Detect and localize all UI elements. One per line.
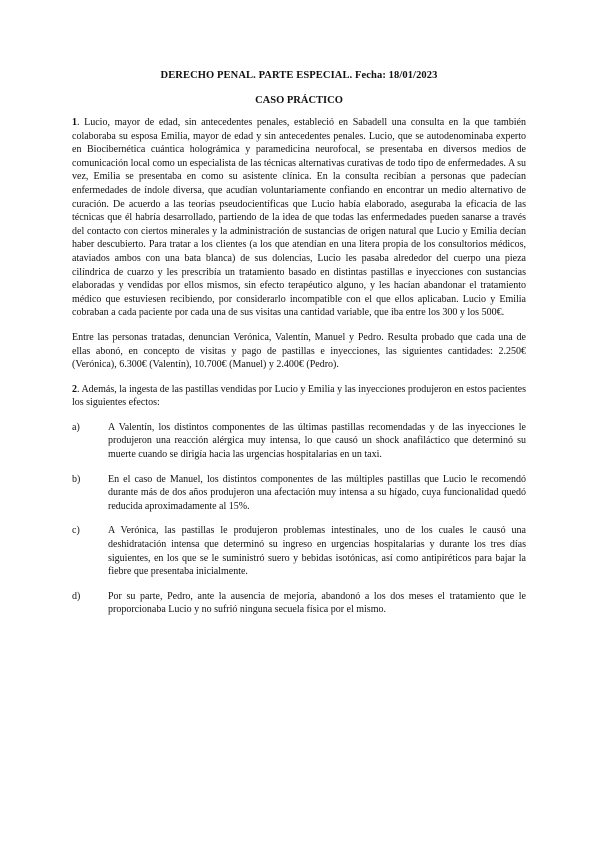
- section-2-paragraph: [72, 383, 526, 410]
- document-title: DERECHO PENAL. PARTE ESPECIAL. Fecha: 18/01/2023: [160, 70, 438, 81]
- list-item-d: [72, 590, 526, 617]
- list-item-text: A Verónica, las pastillas le produjeron problemas intestinales, uno de los cuales le causó una deshidratación intensa que determinó su ingreso en urgencias hospitalarias y durante los tres días siguientes, en los que se le suministró suero y bebidas isotónicas, así como antipiréticos para bajar la fiebre que presentaba inicialmente.: [108, 525, 526, 578]
- section-1-paragraph-2: Entre las personas tratadas, denuncian Verónica, Valentín, Manuel y Pedro. Resulta probado que cada una de ellas abonó, en concepto de visitas y pago de pastillas e inyecciones, las siguientes cantidades: 2.250€ (Verónica), 6.300€ (Valentín), 10.700€ (Manuel) y 2.400€ (Pedro).: [72, 331, 526, 371]
- section-1-paragraph: [72, 116, 526, 320]
- document-subtitle: CASO PRÁCTICO: [255, 95, 343, 106]
- list-item-text: En el caso de Manuel, los distintos componentes de las múltiples pastillas que Lucio le recomendó durante más de dos años produjeron una afectación muy intensa a su hígado, cuya funcionalidad quedó reducida aproximadamente al 15%.: [108, 473, 526, 512]
- list-item-label: a): [72, 421, 80, 433]
- section-1-text: . Lucio, mayor de edad, sin antecedentes penales, estableció en Sabadell una consulta en la que también colaboraba su esposa Emilia, mayor de edad y sin antecedentes penales. Lucio, que se autodenominaba experto en Biocibernética cuántica holográmica y paramedicina neurofocal, se presentaba en diversos medios de comunicación local como un especialista de las técnicas alternativas curativas de todo tipo de enfermedades. A su vez, Emilia se presentaba en como su asistente clínica. En la consulta recibían a personas que padecían enfermedades de índole diversa, que acudían voluntariamente confiando en encontrar un medio alternativo de curación. De acuerdo a las teorías pseudocientíficas que Lucio había elaborado, aseguraba la eficacia de las técnicas que él habría desarrollado, partiendo de la idea de que todas las enfermedades pueden sanarse a través del contacto con ciertos minerales y la administración de sustancias de origen natural que Lucio y Emilia decían haber descubierto. Para tratar a los clientes (a los que atendían en una litera propia de los consultorios médicos, ataviados ambos con una bata blanca) de sus dolencias, Lucio les pasaba alrededor del cuerpo una pieza cilíndrica de cuarzo y les prescribía un tratamiento basado en distintas pastillas e inyecciones con sustancias elaboradas y vendidas por ellos mismos, sin efecto terapéutico alguno, y les hacían abandonar el tratamiento médico que estuviesen recibiendo, por considerarlo incompatible con el que ellos aplicaban. Lucio y Emilia cobraban a cada paciente por cada una de sus visitas una cantidad variable, que iba entre los 300 y los 500€.: [72, 117, 527, 319]
- list-item-label: b): [72, 473, 81, 485]
- list-item-a: [72, 421, 526, 462]
- section-2-text: . Además, la ingesta de las pastillas vendidas por Lucio y Emilia y las inyecciones produjeron en estos pacientes los siguientes efectos:: [72, 383, 526, 409]
- list-item-text: A Valentín, los distintos componentes de las últimas pastillas recomendadas y de las inyecciones le produjeron una reacción alérgica muy intensa, lo que causó un shock anafiláctico que determinó su muerte cuando se dirigía hacia las urgencias hospitalarias en un taxi.: [108, 421, 526, 461]
- section-1-number: 1: [72, 117, 77, 128]
- list-item-b: [72, 473, 526, 514]
- list-item-c: [72, 524, 526, 578]
- list-item-text: Por su parte, Pedro, ante la ausencia de mejoría, abandonó a los dos meses el tratamiento que le proporcionaba Lucio y no sufrió ninguna secuela física por el mismo.: [108, 590, 526, 616]
- section-2-number: 2: [72, 383, 77, 395]
- list-item-label: d): [72, 590, 81, 602]
- list-item-label: c): [72, 525, 80, 537]
